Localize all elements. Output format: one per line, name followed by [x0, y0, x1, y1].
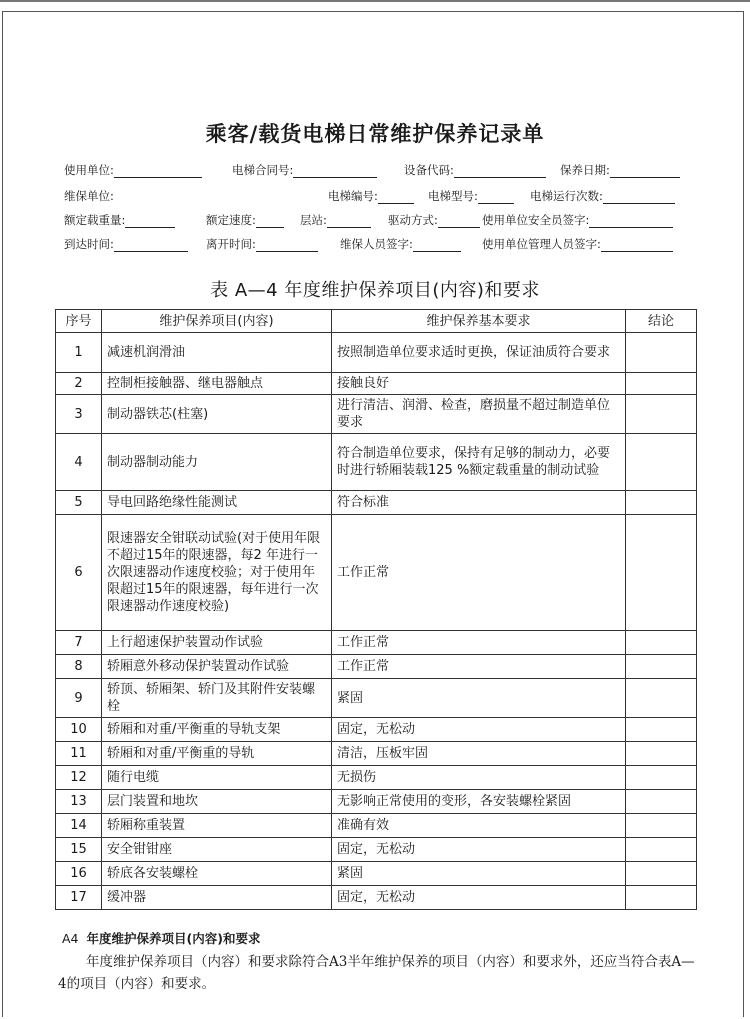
row-no: 2	[56, 373, 102, 395]
section-heading-text: 年度维护保养项目(内容)和要求	[86, 931, 261, 946]
elevator-no-blank[interactable]	[378, 190, 414, 204]
arrive-blank[interactable]	[114, 238, 188, 252]
row-item: 层门装置和地坎	[102, 790, 332, 814]
row-item: 导电回路绝缘性能测试	[102, 491, 332, 515]
table-row	[56, 718, 697, 742]
rated-load-label: 额定载重量:	[64, 213, 126, 227]
use-unit-label: 使用单位:	[64, 163, 114, 177]
row-no: 9	[56, 679, 102, 718]
table-row	[56, 862, 697, 886]
device-code-field[interactable]	[404, 162, 546, 178]
row-conclusion[interactable]	[626, 886, 697, 910]
drive-label: 驱动方式:	[388, 213, 438, 227]
row-no: 1	[56, 333, 102, 373]
row-requirement: 紧固	[332, 862, 626, 886]
drive-blank[interactable]	[438, 214, 480, 228]
table-row	[56, 742, 697, 766]
row-item: 制动器制动能力	[102, 434, 332, 491]
row-conclusion[interactable]	[626, 333, 697, 373]
table-row	[56, 679, 697, 718]
safety-officer-field[interactable]	[482, 212, 673, 228]
model-blank[interactable]	[478, 190, 514, 204]
row-item: 轿厢意外移动保护装置动作试验	[102, 655, 332, 679]
table-row	[56, 655, 697, 679]
row-requirement: 符合标准	[332, 491, 626, 515]
row-item: 随行电缆	[102, 766, 332, 790]
header-requirement: 维护保养基本要求	[332, 310, 626, 333]
row-no: 7	[56, 631, 102, 655]
row-conclusion[interactable]	[626, 631, 697, 655]
header-no: 序号	[56, 310, 102, 333]
top-rule	[0, 0, 750, 2]
table-title: 表 A—4 年度维护保养项目(内容)和要求	[210, 280, 540, 301]
device-code-label: 设备代码:	[404, 163, 454, 177]
row-requirement: 按照制造单位要求适时更换，保证油质符合要求	[332, 333, 626, 373]
model-field[interactable]	[428, 188, 514, 204]
arrive-field[interactable]	[64, 236, 188, 252]
row-item: 安全钳钳座	[102, 838, 332, 862]
row-conclusion[interactable]	[626, 491, 697, 515]
maint-sign-blank[interactable]	[413, 238, 461, 252]
elevator-no-label: 电梯编号:	[328, 189, 378, 203]
row-requirement: 固定，无松动	[332, 718, 626, 742]
row-no: 6	[56, 515, 102, 631]
table-row	[56, 373, 697, 395]
row-item: 制动器铁芯(柱塞)	[102, 395, 332, 434]
document-title: 乘客/载货电梯日常维护保养记录单	[205, 121, 545, 146]
row-no: 13	[56, 790, 102, 814]
form-row-2	[64, 188, 694, 208]
row-no: 11	[56, 742, 102, 766]
row-requirement: 工作正常	[332, 515, 626, 631]
row-requirement: 无损伤	[332, 766, 626, 790]
maint-sign-field[interactable]	[340, 236, 461, 252]
row-requirement: 工作正常	[332, 631, 626, 655]
maintenance-table	[55, 309, 697, 910]
manager-sign-label: 使用单位管理人员签字:	[482, 237, 601, 251]
row-item: 轿厢和对重/平衡重的导轨	[102, 742, 332, 766]
rated-load-field[interactable]	[64, 212, 175, 228]
row-requirement: 准确有效	[332, 814, 626, 838]
row-conclusion[interactable]	[626, 742, 697, 766]
row-conclusion[interactable]	[626, 862, 697, 886]
row-conclusion[interactable]	[626, 515, 697, 631]
table-row	[56, 515, 697, 631]
rated-speed-field[interactable]	[206, 212, 284, 228]
safety-officer-blank[interactable]	[589, 214, 673, 228]
row-no: 17	[56, 886, 102, 910]
row-conclusion[interactable]	[626, 718, 697, 742]
row-item: 缓冲器	[102, 886, 332, 910]
table-row	[56, 631, 697, 655]
form-row-4	[64, 236, 694, 256]
floors-label: 层站:	[300, 213, 327, 227]
table-row	[56, 491, 697, 515]
row-conclusion[interactable]	[626, 838, 697, 862]
table-row	[56, 395, 697, 434]
row-no: 16	[56, 862, 102, 886]
table-row	[56, 766, 697, 790]
run-count-field[interactable]	[530, 188, 675, 204]
manager-sign-blank[interactable]	[601, 238, 673, 252]
row-conclusion[interactable]	[626, 679, 697, 718]
row-requirement: 进行清洁、润滑、检查，磨损量不超过制造单位要求	[332, 395, 626, 434]
row-no: 14	[56, 814, 102, 838]
row-conclusion[interactable]	[626, 766, 697, 790]
row-item: 限速器安全钳联动试验(对于使用年限不超过15年的限速器，每2 年进行一次限速器动作速度校验；对于使用年限超过15年的限速器，每年进行一次限速器动作速度校验)	[102, 515, 332, 631]
table-row	[56, 814, 697, 838]
elevator-no-field[interactable]	[328, 188, 414, 204]
row-no: 3	[56, 395, 102, 434]
rated-load-blank[interactable]	[125, 214, 175, 228]
use-unit-field[interactable]	[64, 162, 202, 178]
leave-label: 离开时间:	[206, 237, 256, 251]
row-item: 上行超速保护装置动作试验	[102, 631, 332, 655]
maint-unit-label: 维保单位:	[64, 189, 114, 203]
row-requirement: 无影响正常使用的变形，各安装螺栓紧固	[332, 790, 626, 814]
device-code-blank[interactable]	[454, 164, 546, 178]
row-conclusion[interactable]	[626, 395, 697, 434]
header-conclusion: 结论	[626, 310, 697, 333]
row-conclusion[interactable]	[626, 655, 697, 679]
use-unit-blank[interactable]	[114, 164, 202, 178]
rated-speed-blank[interactable]	[256, 214, 284, 228]
model-label: 电梯型号:	[428, 189, 478, 203]
row-no: 5	[56, 491, 102, 515]
row-conclusion[interactable]	[626, 790, 697, 814]
contract-no-label: 电梯合同号:	[232, 163, 294, 177]
table-header-row	[56, 310, 697, 333]
rated-speed-label: 额定速度:	[206, 213, 256, 227]
table-row	[56, 333, 697, 373]
form-row-3	[64, 212, 694, 232]
leave-blank[interactable]	[256, 238, 318, 252]
row-item: 轿厢称重装置	[102, 814, 332, 838]
form-row-1	[64, 162, 694, 182]
leave-field[interactable]	[206, 236, 318, 252]
table-row	[56, 838, 697, 862]
table-row	[56, 790, 697, 814]
row-no: 8	[56, 655, 102, 679]
floors-field[interactable]	[300, 212, 371, 228]
section-heading	[62, 929, 260, 947]
header-item: 维护保养项目(内容)	[102, 310, 332, 333]
row-item: 减速机润滑油	[102, 333, 332, 373]
safety-officer-label: 使用单位安全员签字:	[482, 213, 590, 227]
row-no: 12	[56, 766, 102, 790]
drive-field[interactable]	[388, 212, 480, 228]
row-conclusion[interactable]	[626, 434, 697, 491]
manager-sign-field[interactable]	[482, 236, 673, 252]
row-item: 控制柜接触器、继电器触点	[102, 373, 332, 395]
contract-no-blank[interactable]	[293, 164, 377, 178]
row-requirement: 符合制造单位要求，保持有足够的制动力，必要时进行轿厢装载125 %额定载重量的制动试验	[332, 434, 626, 491]
row-no: 10	[56, 718, 102, 742]
row-item: 轿底各安装螺栓	[102, 862, 332, 886]
section-number: A4	[62, 931, 79, 946]
row-requirement: 固定，无松动	[332, 886, 626, 910]
maint-unit-field[interactable]	[64, 188, 114, 204]
maint-date-field[interactable]	[560, 162, 680, 178]
row-no: 15	[56, 838, 102, 862]
maint-date-label: 保养日期:	[560, 163, 610, 177]
row-requirement: 固定，无松动	[332, 838, 626, 862]
arrive-label: 到达时间:	[64, 237, 114, 251]
table-row	[56, 886, 697, 910]
maint-date-blank[interactable]	[610, 164, 680, 178]
row-requirement: 清洁，压板牢固	[332, 742, 626, 766]
row-conclusion[interactable]	[626, 814, 697, 838]
row-item: 轿顶、轿厢架、轿门及其附件安装螺栓	[102, 679, 332, 718]
maint-sign-label: 维保人员签字:	[340, 237, 413, 251]
run-count-label: 电梯运行次数:	[530, 189, 603, 203]
row-requirement: 工作正常	[332, 655, 626, 679]
row-requirement: 紧固	[332, 679, 626, 718]
row-requirement: 接触良好	[332, 373, 626, 395]
table-row	[56, 434, 697, 491]
run-count-blank[interactable]	[603, 190, 675, 204]
section-paragraph: 年度维护保养项目（内容）和要求除符合A3半年维护保养的项目（内容）和要求外，还应当符合表A—4的项目（内容）和要求。	[58, 954, 695, 992]
floors-blank[interactable]	[327, 214, 371, 228]
row-conclusion[interactable]	[626, 373, 697, 395]
row-item: 轿厢和对重/平衡重的导轨支架	[102, 718, 332, 742]
row-no: 4	[56, 434, 102, 491]
contract-no-field[interactable]	[232, 162, 377, 178]
